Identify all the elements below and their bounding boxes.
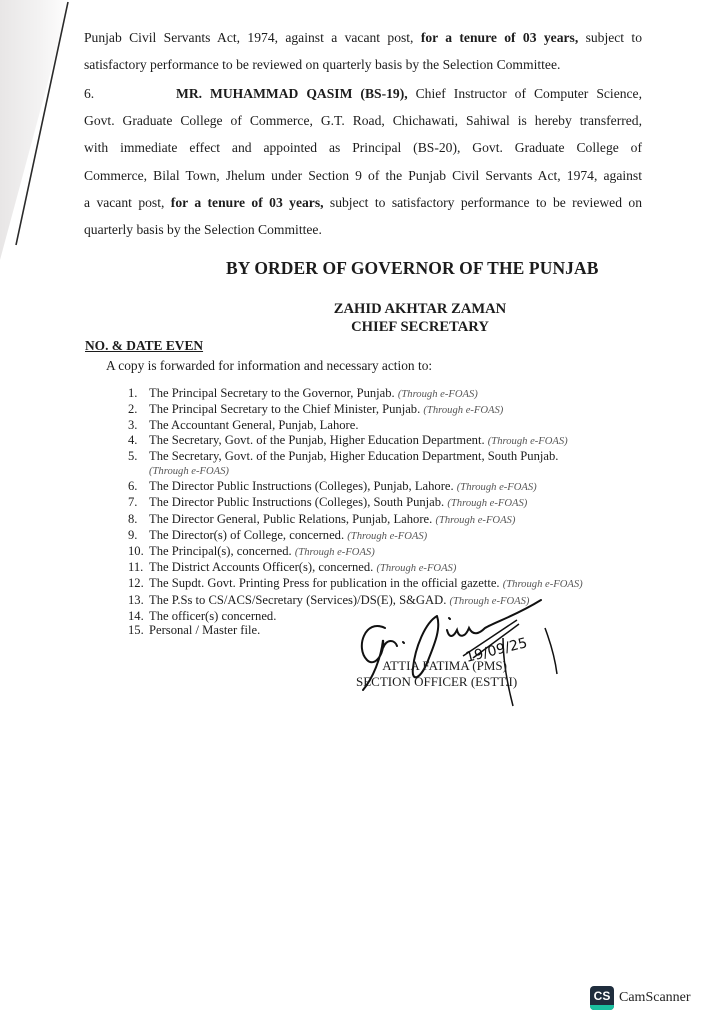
signer-title: SECTION OFFICER (ESTT.I) — [356, 674, 518, 689]
paragraph-6 — [84, 80, 642, 243]
signer-name: ATTIA FATIMA (PMS) — [382, 658, 507, 673]
text-line: with immediate effect and appointed as Principal (BS-20), Govt. Graduate College of — [84, 140, 642, 156]
list-item: 3. The Accountant General, Punjab, Lahore. — [128, 418, 359, 433]
camscanner-watermark — [590, 986, 691, 1010]
list-item: 1. The Principal Secretary to the Governor, Punjab. (Through e-FOAS) — [128, 386, 478, 400]
forward-text: A copy is forwarded for information and necessary action to: — [106, 358, 433, 373]
list-item: 5. The Secretary, Govt. of the Punjab, Higher Education Department, South Punjab. (Through e-FOAS) — [128, 448, 559, 478]
paragraph-number: 6. — [84, 86, 95, 101]
list-item: 10. The Principal(s), concerned. (Through e-FOAS) — [128, 544, 375, 559]
list-item: 12. The Supdt. Govt. Printing Press for publication in the official gazette. (Through e-FOAS) — [128, 576, 583, 591]
list-item: 6. The Director Public Instructions (Colleges), Punjab, Lahore. (Through e-FOAS) — [128, 479, 537, 494]
list-item: 2. The Principal Secretary to the Chief Minister, Punjab. (Through e-FOAS) — [128, 402, 504, 417]
officer-name: MR. MUHAMMAD QASIM (BS-19), — [176, 86, 408, 101]
list-item: 14. The officer(s) concerned. — [128, 608, 277, 623]
text-line: 6. MR. MUHAMMAD QASIM (BS-19), Chief Instructor of Computer Science, — [84, 80, 642, 107]
camscanner-label: CamScanner — [619, 990, 691, 1005]
page-edge-line — [0, 0, 80, 260]
text-line: a vacant post, for a tenure of 03 years, subject to satisfactory performance to be reviewed on — [84, 194, 643, 210]
handwritten-signature — [345, 598, 575, 708]
camscanner-logo-icon: CS — [590, 986, 614, 1010]
signature-date: 19/09/25 — [464, 635, 529, 666]
list-item: 8. The Director General, Public Relations, Punjab, Lahore. (Through e-FOAS) — [128, 511, 516, 526]
chief-secretary-name: ZAHID AKHTAR ZAMAN — [333, 301, 507, 317]
text-line: satisfactory performance to be reviewed on quarterly basis by the Selection Committee. — [84, 57, 561, 73]
paragraph-continued — [84, 24, 642, 78]
list-item: 7. The Director Public Instructions (Colleges), South Punjab. (Through e-FOAS) — [128, 495, 528, 510]
chief-secretary-block — [310, 300, 530, 336]
order-heading: BY ORDER OF GOVERNOR OF THE PUNJAB — [226, 258, 599, 278]
text-line: Punjab Civil Servants Act, 1974, against a vacant post, for a tenure of 03 years, subject to — [84, 30, 642, 45]
list-item: 11. The District Accounts Officer(s), concerned. (Through e-FOAS) — [128, 560, 457, 575]
list-item: 9. The Director(s) of College, concerned. (Through e-FOAS) — [128, 527, 428, 542]
list-item: 15. Personal / Master file. — [128, 623, 261, 638]
chief-secretary-title: CHIEF SECRETARY — [351, 319, 489, 335]
text-line: quarterly basis by the Selection Committee. — [84, 221, 322, 237]
list-item: 4. The Secretary, Govt. of the Punjab, Higher Education Department. (Through e-FOAS) — [128, 432, 568, 447]
list-item: 13. The P.Ss to CS/ACS/Secretary (Services)/DS(E), S&GAD. (Through e-FOAS) — [128, 592, 530, 607]
text-line: Govt. Graduate College of Commerce, G.T. Road, Chichawati, Sahiwal is hereby transferred, — [84, 113, 642, 129]
signer-block — [356, 658, 517, 690]
no-date-heading: NO. & DATE EVEN — [85, 338, 204, 353]
text-line: Commerce, Bilal Town, Jhelum under Section 9 of the Punjab Civil Servants Act, 1974, against — [84, 167, 642, 183]
